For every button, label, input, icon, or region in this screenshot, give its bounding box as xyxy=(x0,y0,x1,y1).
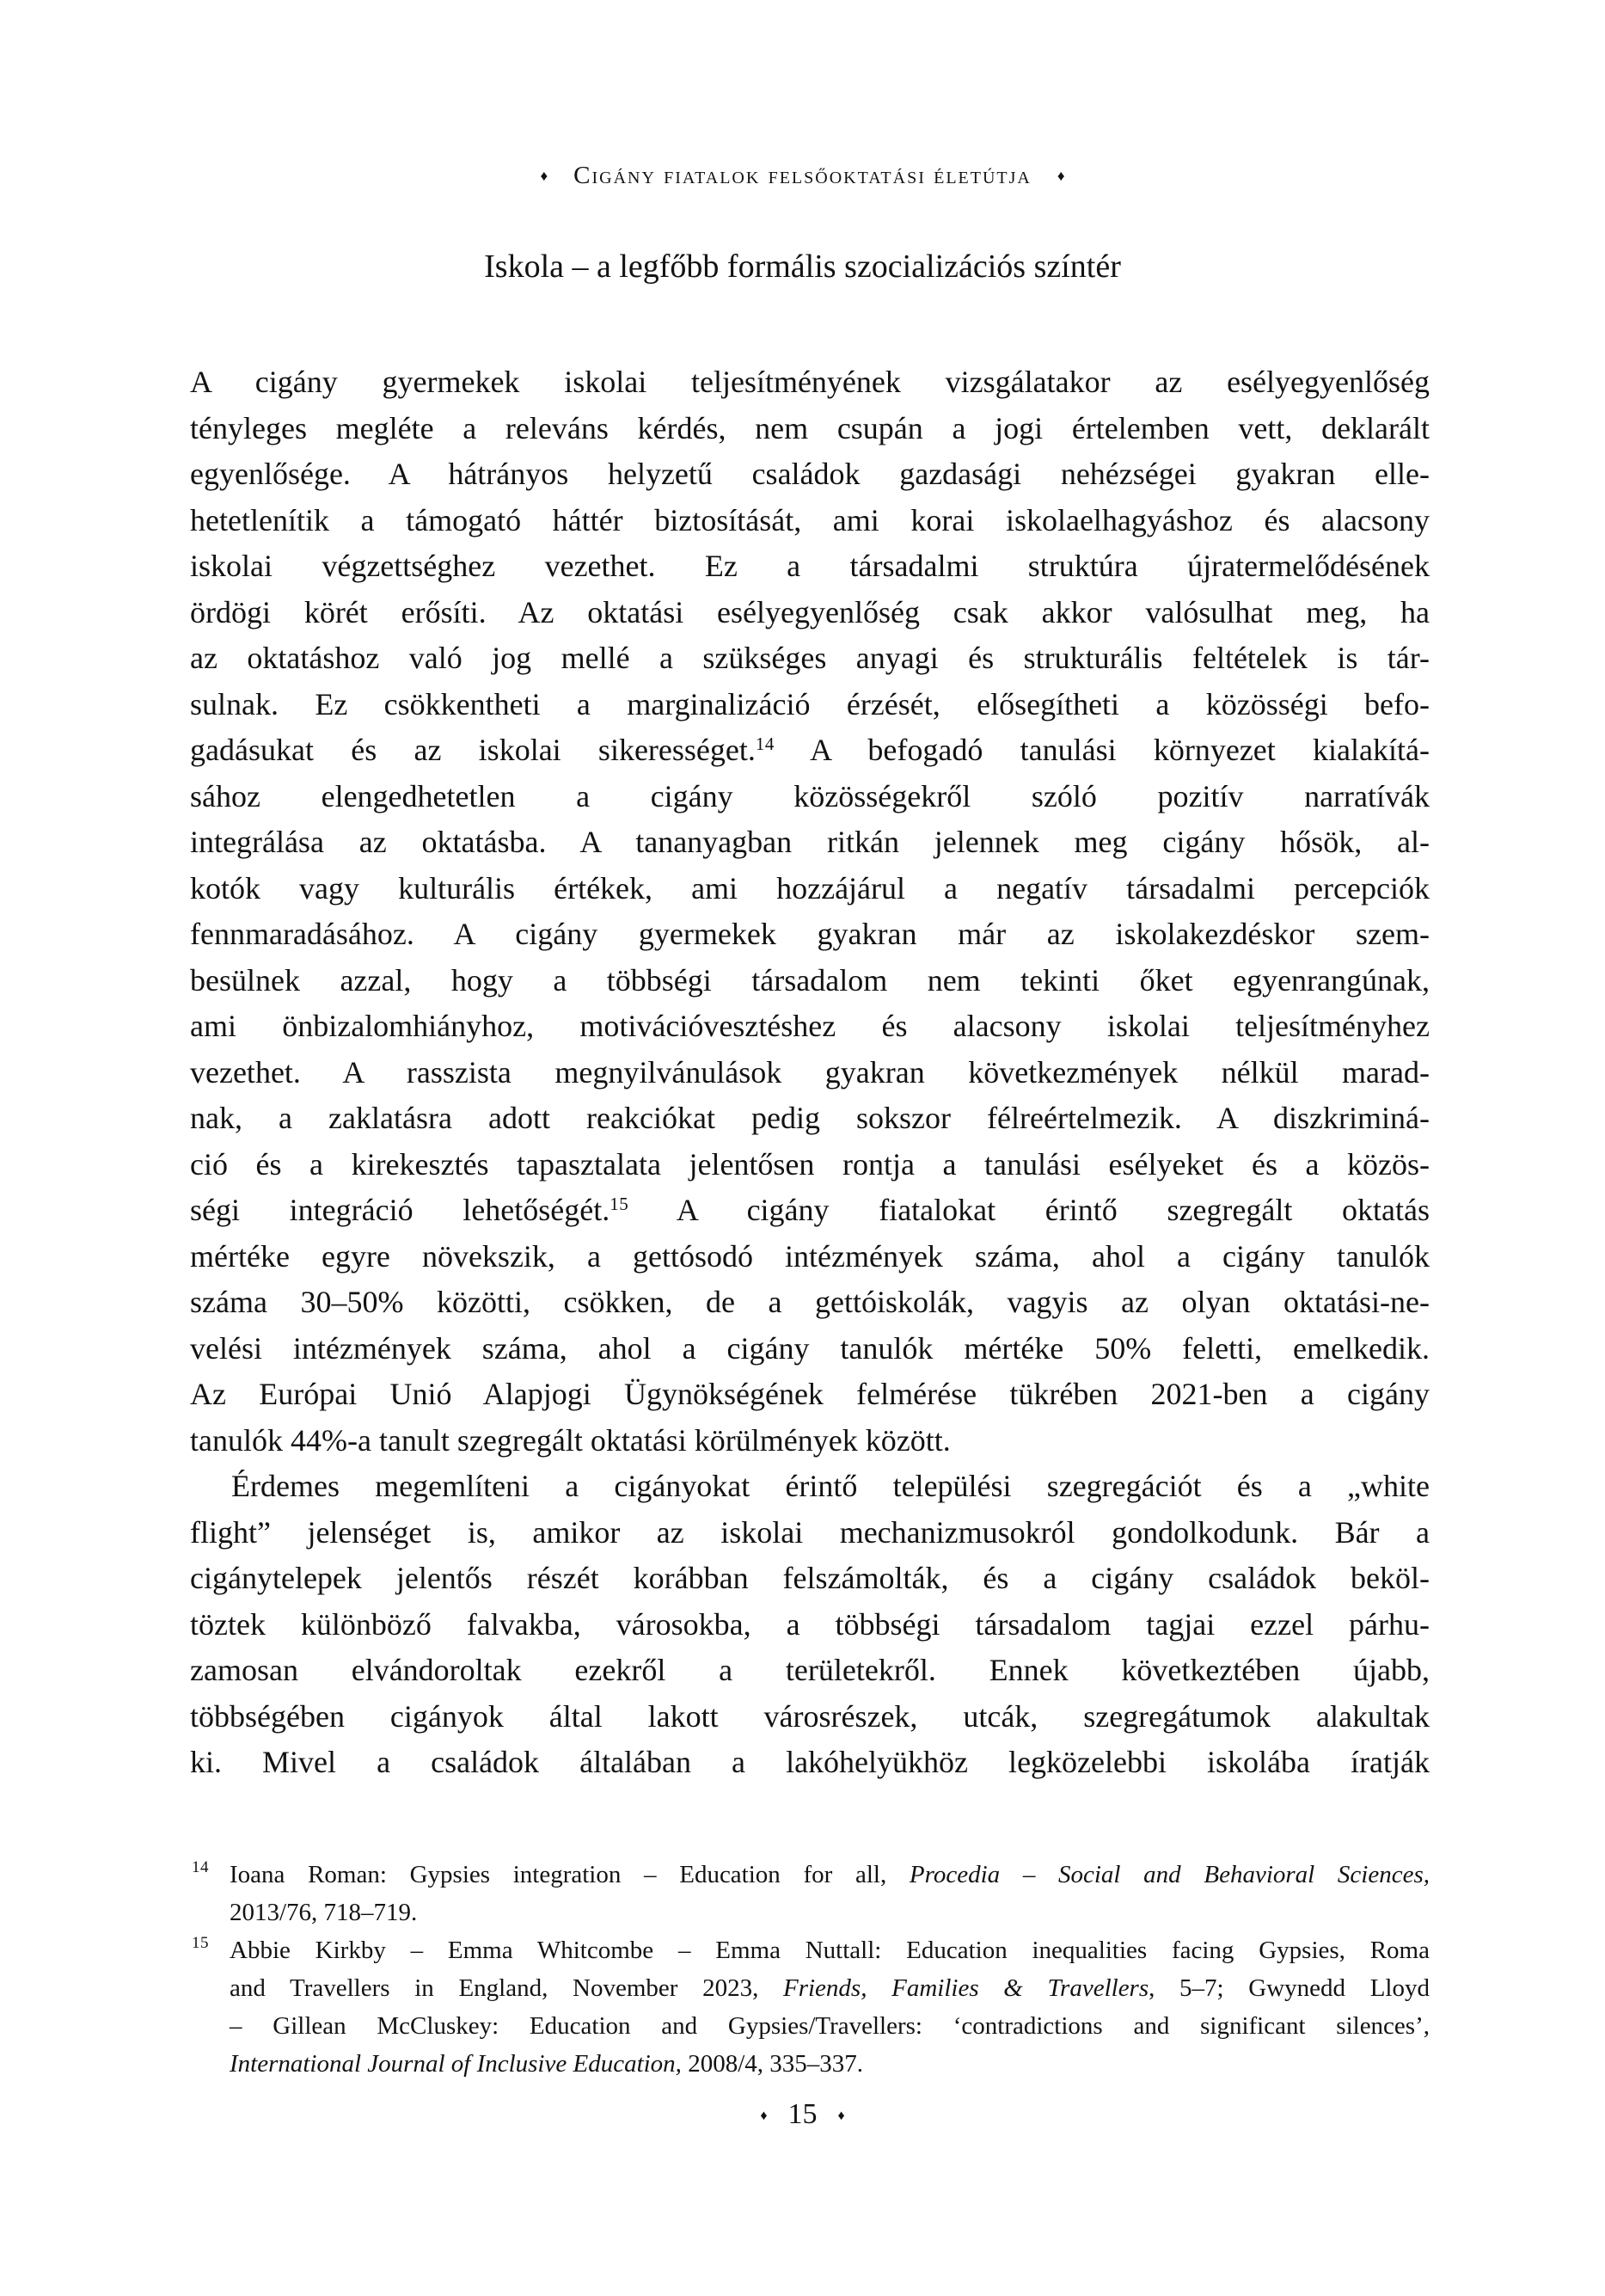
text-run: A cigány fiatalokat érintő szegregált oktatás xyxy=(628,1193,1430,1227)
text-run: többségében cigányok által lakott városrészek, utcák, szegregátumok alakultak xyxy=(190,1698,1430,1734)
text-line xyxy=(190,1188,1430,1234)
text-line xyxy=(190,1280,1430,1326)
text-run: sulnak. Ez csökkentheti a marginalizáció érzését, elősegítheti a közösségi befo- xyxy=(190,686,1430,721)
text-line xyxy=(190,682,1430,728)
footnote-line xyxy=(230,1856,1430,1894)
diamond-ornament-icon: ♦ xyxy=(760,2109,768,2123)
text-run: integrálása az oktatásba. A tananyagban ritkán jelennek meg cigány hősök, al- xyxy=(190,825,1430,859)
paragraph xyxy=(190,1464,1430,1786)
italic-text: International Journal of Inclusive Education, xyxy=(230,2050,682,2078)
text-line xyxy=(190,1602,1430,1648)
text-line xyxy=(190,543,1430,590)
text-line xyxy=(190,912,1430,958)
footnote-reference: 15 xyxy=(610,1194,629,1215)
running-header xyxy=(0,162,1605,190)
footnote-marker: 14 xyxy=(192,1858,209,1876)
text-run: mértéke egyre növekszik, a gettósodó intézmények száma, ahol a cigány tanulók xyxy=(190,1238,1430,1274)
text-line xyxy=(190,774,1430,820)
text-run: vezethet. A rasszista megnyilvánulások gyakran következmények nélkül marad- xyxy=(190,1054,1430,1090)
text-line xyxy=(190,820,1430,866)
italic-text: Procedia – Social and Behavioral Sciences, xyxy=(909,1861,1430,1888)
footnote-marker: 15 xyxy=(192,1934,209,1952)
text-run: Az Európai Unió Alapjogi Ügynökségének felmérése tükrében 2021-ben a cigány xyxy=(190,1377,1430,1411)
text-run: velési intézmények száma, ahol a cigány tanulók mértéke 50% feletti, emelkedik. xyxy=(190,1330,1430,1366)
text-line xyxy=(190,1234,1430,1280)
text-line xyxy=(190,1694,1430,1740)
diamond-ornament-icon: ♦ xyxy=(1057,168,1065,184)
footnote-line xyxy=(230,1969,1430,2007)
footnote-line xyxy=(230,1894,1430,1931)
paragraph xyxy=(190,359,1430,1464)
text-run: A befogadó tanulási környezet kialakítá- xyxy=(774,733,1430,767)
text-line xyxy=(190,727,1430,774)
text-run: iskolai végzettséghez vezethet. Ez a társadalmi struktúra újratermelődésének xyxy=(190,549,1430,583)
footnote-line xyxy=(230,2007,1430,2045)
text-line xyxy=(190,1510,1430,1556)
text-run: , 5–7; Gwynedd Lloyd xyxy=(1149,1974,1430,2002)
text-run: gadásukat és az iskolai sikerességet. xyxy=(190,733,756,767)
text-run: kotók vagy kulturális értékek, ami hozzájárul a negatív társadalmi percepciók xyxy=(190,870,1430,906)
text-run: Érdemes megemlíteni a cigányokat érintő települési szegregációt és a „white xyxy=(231,1469,1430,1503)
text-line xyxy=(190,1648,1430,1694)
text-line xyxy=(190,1372,1430,1418)
footnote-reference: 14 xyxy=(755,734,775,755)
text-run: az oktatáshoz való jog mellé a szükséges anyagi és strukturális feltételek is tár- xyxy=(190,641,1430,675)
text-run: besülnek azzal, hogy a többségi társadalom nem tekinti őket egyenrangúnak, xyxy=(190,962,1430,998)
text-run: and Travellers in England, November 2023, xyxy=(230,1974,783,2002)
text-line xyxy=(190,635,1430,682)
text-run: sához elengedhetetlen a cigány közösségekről szóló pozitív narratívák xyxy=(190,778,1430,813)
text-run: száma 30–50% közötti, csökken, de a gettóiskolák, vagyis az olyan oktatási-ne- xyxy=(190,1285,1430,1319)
text-run: cigánytelepek jelentős részét korábban felszámolták, és a cigány családok beköl- xyxy=(190,1561,1430,1595)
footnote xyxy=(190,1856,1430,1931)
text-line xyxy=(190,1418,1430,1464)
text-line xyxy=(190,1326,1430,1372)
text-run: töztek különböző falvakba, városokba, a többségi társadalom tagjai ezzel párhu- xyxy=(190,1606,1430,1642)
text-line xyxy=(190,1464,1430,1510)
text-line xyxy=(190,406,1430,452)
text-line xyxy=(190,1004,1430,1050)
text-run: egyenlősége. A hátrányos helyzetű családok gazdasági nehézségei gyakran elle- xyxy=(190,457,1430,491)
text-run: nak, a zaklatásra adott reakciókat pedig sokszor félreértelmezik. A diszkriminá- xyxy=(190,1101,1430,1135)
text-run: tanulók 44%-a tanult szegregált oktatási körülmények között. xyxy=(190,1422,951,1458)
text-run: tényleges megléte a releváns kérdés, nem csupán a jogi értelemben vett, deklarált xyxy=(190,410,1430,445)
text-run: ció és a kirekesztés tapasztalata jelentősen rontja a tanulási esélyeket és a közös- xyxy=(190,1146,1430,1182)
diamond-ornament-icon: ♦ xyxy=(540,168,548,184)
text-line xyxy=(190,498,1430,544)
body-text xyxy=(190,359,1430,1786)
text-line xyxy=(190,866,1430,912)
text-run: ami önbizalomhiányhoz, motivációvesztéshez és alacsony iskolai teljesítményhez xyxy=(190,1009,1430,1043)
text-line xyxy=(190,1096,1430,1142)
footnote-line xyxy=(230,1931,1430,1969)
section-title: Iskola – a legfőbb formális szocializációs színtér xyxy=(484,249,1121,285)
text-run: hetetlenítik a támogató háttér biztosítását, ami korai iskolaelhagyáshoz és alacsony xyxy=(190,502,1430,537)
text-line xyxy=(190,958,1430,1004)
footnote xyxy=(190,1931,1430,2083)
text-run: ki. Mivel a családok általában a lakóhelyükhöz legközelebbi iskolába íratják xyxy=(190,1745,1430,1779)
running-header-text: Cigány fiatalok felsőoktatási életútja xyxy=(573,162,1032,189)
diamond-ornament-icon: ♦ xyxy=(837,2109,845,2123)
text-run: 2013/76, 718–719. xyxy=(230,1899,418,1926)
text-line xyxy=(190,1556,1430,1602)
text-line xyxy=(190,1142,1430,1188)
text-run: zamosan elvándoroltak ezekről a területekről. Ennek következtében újabb, xyxy=(190,1653,1430,1687)
page-number xyxy=(0,2098,1605,2131)
text-run: fennmaradásához. A cigány gyermekek gyakran már az iskolakezdéskor szem- xyxy=(190,917,1430,951)
text-run: Abbie Kirkby – Emma Whitcombe – Emma Nuttall: Education inequalities facing Gypsies, Roma xyxy=(230,1937,1430,1964)
text-run: – Gillean McCluskey: Education and Gypsies/Travellers: ‘contradictions and significant silences’, xyxy=(230,2012,1430,2040)
text-line xyxy=(190,451,1430,498)
italic-text: Friends, Families & Travellers xyxy=(783,1974,1149,2002)
footnotes xyxy=(190,1856,1430,2083)
text-line xyxy=(190,1740,1430,1786)
page-number-value: 15 xyxy=(787,2098,818,2130)
text-run: flight” jelenséget is, amikor az iskolai mechanizmusokról gondolkodunk. Bár a xyxy=(190,1514,1430,1550)
text-run: ségi integráció lehetőségét. xyxy=(190,1193,610,1227)
text-line xyxy=(190,590,1430,636)
text-run: A cigány gyermekek iskolai teljesítményének vizsgálatakor az esélyegyenlőség xyxy=(190,365,1430,399)
text-run: Ioana Roman: Gypsies integration – Education for all, xyxy=(230,1861,910,1888)
text-run: 2008/4, 335–337. xyxy=(681,2050,863,2078)
footnote-line xyxy=(230,2045,1430,2083)
text-line xyxy=(190,359,1430,406)
text-line xyxy=(190,1050,1430,1096)
text-run: ördögi körét erősíti. Az oktatási esélyegyenlőség csak akkor valósulhat meg, ha xyxy=(190,594,1430,629)
